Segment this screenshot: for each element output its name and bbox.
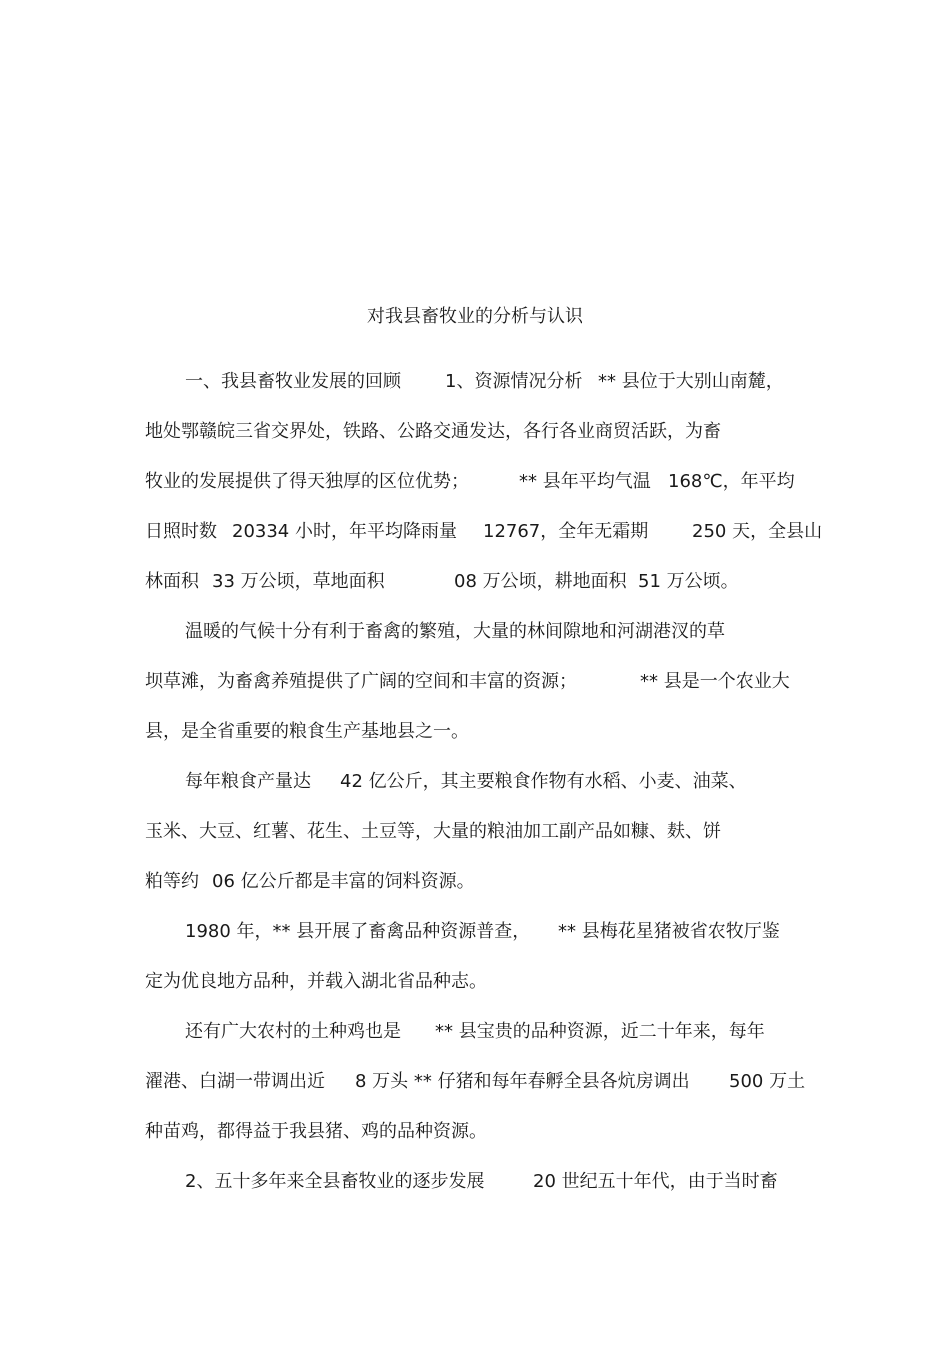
text-segment: ** 县年平均气温: [519, 471, 651, 492]
text-segment: 一、我县畜牧业发展的回顾: [185, 371, 401, 392]
text-segment: 濯港、白湖一带调出近: [145, 1071, 325, 1092]
text-segment: 20334 小时，年平均降雨量: [232, 521, 457, 542]
text-segment: ** 县位于大别山南麓，: [598, 371, 784, 392]
text-segment: 定为优良地方品种，并载入湖北省品种志。: [145, 971, 487, 992]
text-segment: 250 天，全县山: [692, 521, 823, 542]
text-segment: 168℃，年平均: [668, 471, 795, 492]
text-segment: 粕等约: [145, 871, 199, 892]
text-segment: 500 万土: [729, 1071, 806, 1092]
text-segment: 温暖的气候十分有利于畜禽的繁殖，大量的林间隙地和河湖港汊的草: [185, 621, 725, 642]
text-segment: 玉米、大豆、红薯、花生、土豆等，大量的粮油加工副产品如糠、麸、饼: [145, 821, 721, 842]
text-segment: 1、资源情况分析: [445, 371, 583, 392]
text-segment: 每年粮食产量达: [185, 771, 311, 792]
text-segment: 33 万公顷，草地面积: [212, 571, 385, 592]
text-segment: 地处鄂赣皖三省交界处，铁路、公路交通发达，各行各业商贸活跃，为畜: [145, 421, 721, 442]
text-segment: 种苗鸡，都得益于我县猪、鸡的品种资源。: [145, 1121, 487, 1142]
text-segment: 坝草滩，为畜禽养殖提供了广阔的空间和丰富的资源；: [145, 671, 577, 692]
text-segment: 县，是全省重要的粮食生产基地县之一。: [145, 721, 469, 742]
text-segment: 20 世纪五十年代，由于当时畜: [533, 1171, 778, 1192]
text-segment: 1980 年，** 县开展了畜禽品种资源普查，: [185, 921, 531, 942]
text-segment: ** 县是一个农业大: [640, 671, 790, 692]
text-segment: 08 万公顷，耕地面积: [454, 571, 627, 592]
text-segment: 12767，全年无霜期: [483, 521, 649, 542]
text-segment: 林面积: [145, 571, 199, 592]
text-segment: 06 亿公斤都是丰富的饲料资源。: [212, 871, 475, 892]
text-segment: 日照时数: [145, 521, 217, 542]
text-segment: 51 万公顷。: [638, 571, 739, 592]
text-segment: ** 县宝贵的品种资源，近二十年来，每年: [435, 1021, 765, 1042]
text-segment: ** 县梅花星猪被省农牧厅鉴: [558, 921, 780, 942]
document-title: 对我县畜牧业的分析与认识: [367, 306, 583, 327]
text-segment: 8 万头 ** 仔猪和每年春孵全县各炕房调出: [355, 1071, 690, 1092]
text-segment: 牧业的发展提供了得天独厚的区位优势；: [145, 471, 469, 492]
text-segment: 42 亿公斤，其主要粮食作物有水稻、小麦、油菜、: [340, 771, 747, 792]
text-segment: 2、五十多年来全县畜牧业的逐步发展: [185, 1171, 485, 1192]
text-segment: 还有广大农村的土种鸡也是: [185, 1021, 401, 1042]
